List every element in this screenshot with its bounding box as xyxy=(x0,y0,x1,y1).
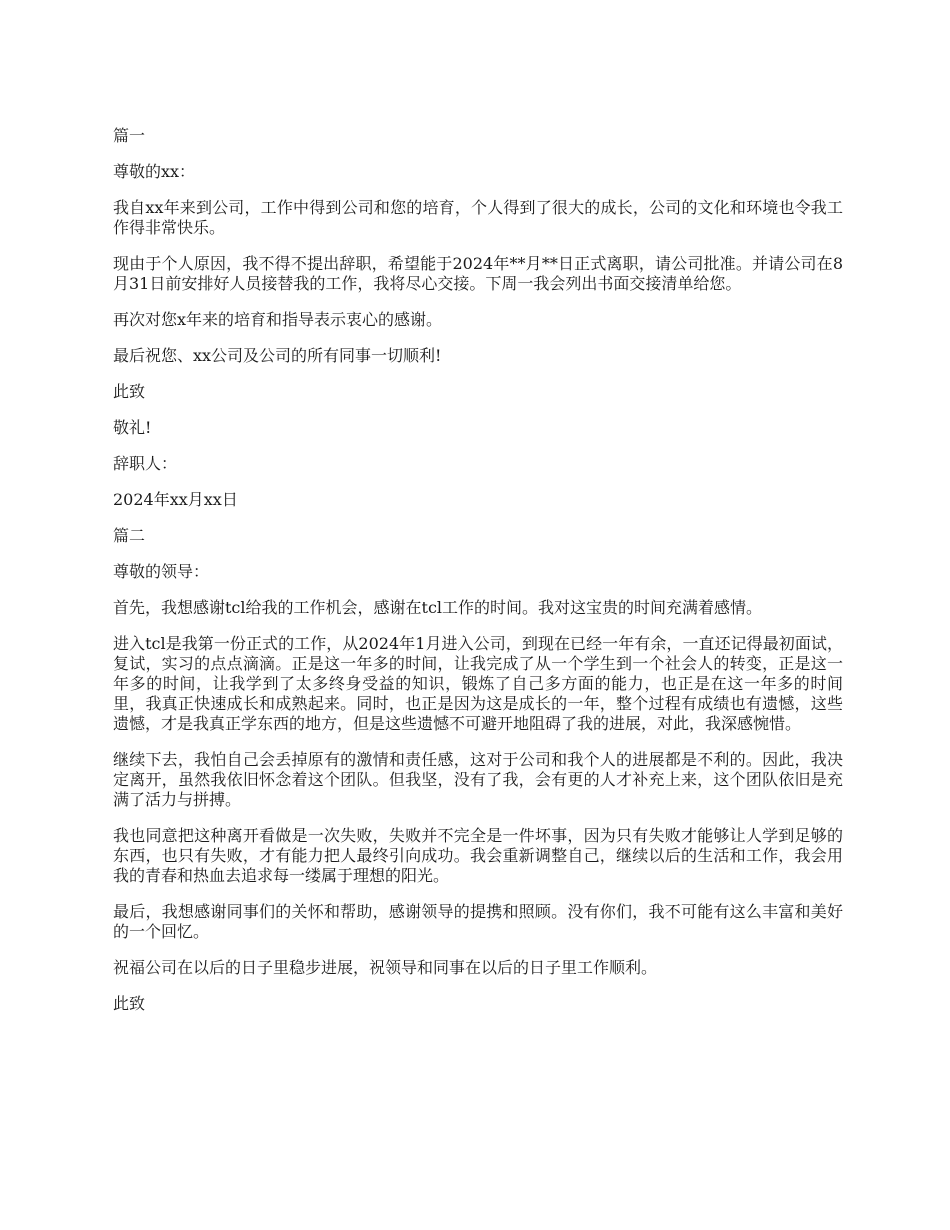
section-heading-2: 篇二 xyxy=(113,526,146,545)
salutation: 尊敬的xx： xyxy=(113,162,196,181)
closing-line: 此致 xyxy=(113,994,146,1013)
document-page xyxy=(113,126,843,1030)
body-paragraph: 我自xx年来到公司，工作中得到公司和您的培育，个人得到了很大的成长，公司的文化和环境也令我工作得非常快乐。 xyxy=(113,198,843,237)
body-paragraph: 继续下去，我怕自己会丢掉原有的激情和责任感，这对于公司和我个人的进展都是不利的。因此，我决定离开，虽然我依旧怀念着这个团队。但我坚，没有了我，会有更的人才补充上来，这个团队依旧是充满了活力与拼搏。 xyxy=(113,750,843,809)
body-paragraph: 再次对您x年来的培育和指导表示衷心的感谢。 xyxy=(113,310,443,329)
body-paragraph: 我也同意把这种离开看做是一次失败，失败并不完全是一件坏事，因为只有失败才能够让人学到足够的东西，也只有失败，才有能力把人最终引向成功。我会重新调整自己，继续以后的生活和工作，我会用我的青春和热血去追求每一缕属于理想的阳光。 xyxy=(113,826,843,885)
body-paragraph: 现由于个人原因，我不得不提出辞职，希望能于2024年**月**日正式离职，请公司批准。并请公司在8月31日前安排好人员接替我的工作，我将尽心交接。下周一我会列出书面交接清单给您。 xyxy=(113,254,843,293)
body-paragraph: 最后祝您、xx公司及公司的所有同事一切顺利! xyxy=(113,346,442,365)
date-line: 2024年xx月xx日 xyxy=(113,490,238,509)
body-paragraph: 最后，我想感谢同事们的关怀和帮助，感谢领导的提携和照顾。没有你们，我不可能有这么丰富和美好的一个回忆。 xyxy=(113,902,843,941)
signature-line: 辞职人： xyxy=(113,454,178,473)
section-heading-1: 篇一 xyxy=(113,126,146,145)
body-paragraph: 首先，我想感谢tcl给我的工作机会，感谢在tcl工作的时间。我对这宝贵的时间充满着感情。 xyxy=(113,598,763,617)
salutation: 尊敬的领导： xyxy=(113,562,210,581)
body-paragraph: 祝福公司在以后的日子里稳步进展，祝领导和同事在以后的日子里工作顺利。 xyxy=(113,958,658,977)
closing-line: 敬礼! xyxy=(113,418,152,437)
body-paragraph: 进入tcl是我第一份正式的工作，从2024年1月进入公司，到现在已经一年有余，一直还记得最初面试，复试，实习的点点滴滴。正是这一年多的时间，让我完成了从一个学生到一个社会人的转变，正是这一年多的时间，让我学到了太多终身受益的知识，锻炼了自己多方面的能力，也正是在这一年多的时间里，我真正快速成长和成熟起来。同时，也正是因为这是成长的一年，整个过程有成绩也有遗憾，这些遗憾，才是我真正学东西的地方，但是这些遗憾不可避开地阻碍了我的进展，对此，我深感惋惜。 xyxy=(113,634,843,733)
closing-line: 此致 xyxy=(113,382,146,401)
